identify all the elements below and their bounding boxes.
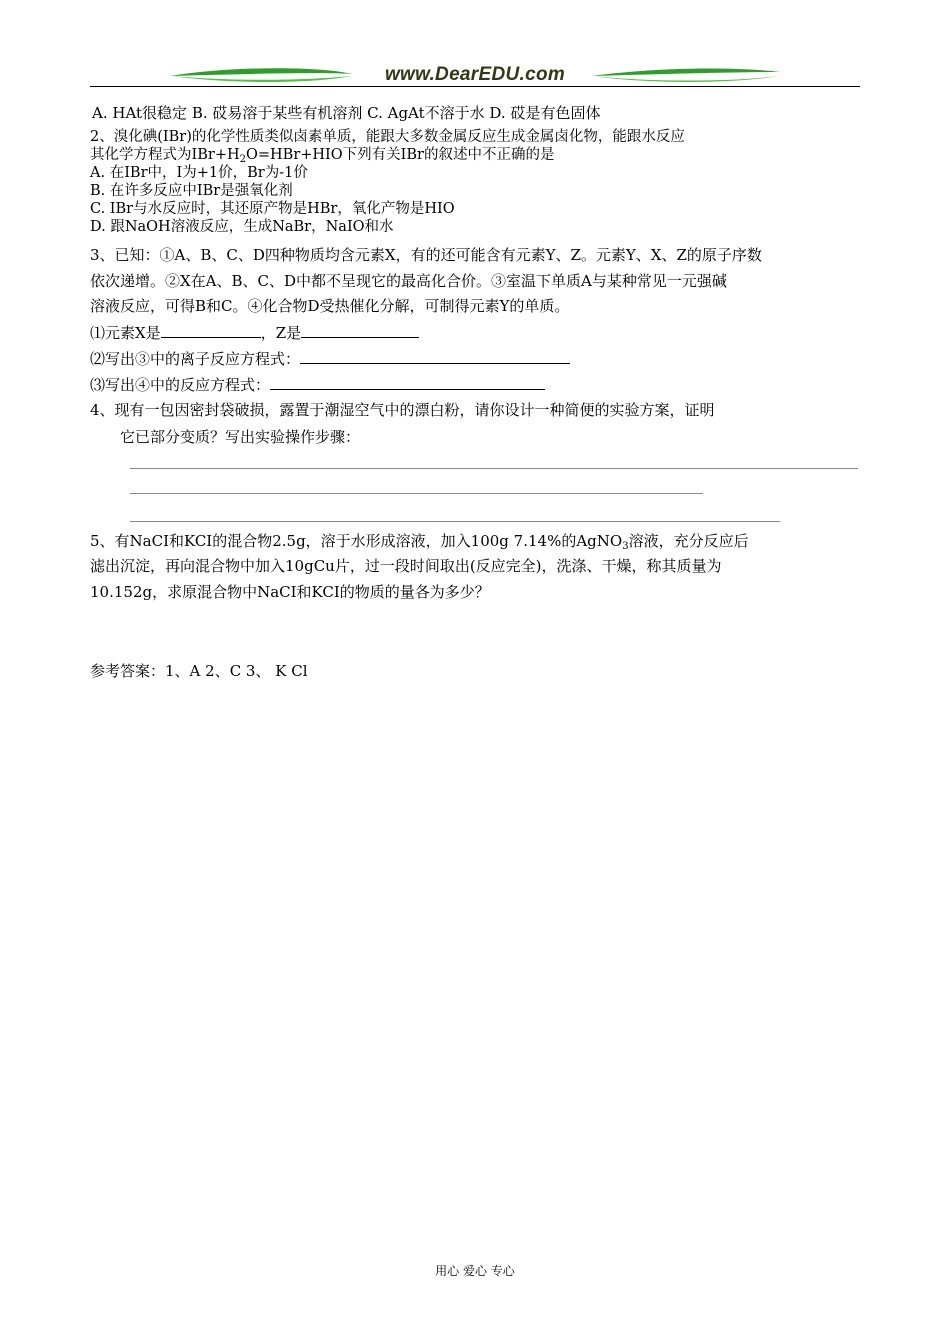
q3-part1: ⑴元素X是 ，Z是 bbox=[90, 323, 419, 342]
q2-option-c: C. IBr与水反应时，其还原产物是HBr，氧化产物是HIO bbox=[90, 201, 455, 217]
q3-z-blank[interactable] bbox=[301, 323, 419, 338]
header-rule bbox=[90, 86, 860, 87]
q2-option-b: B. 在许多反应中IBr是强氧化剂 bbox=[90, 183, 293, 199]
q3-stem-line1: 3、已知：①A、B、C、D四种物质均含元素X，有的还可能含有元素Y、Z。元素Y、X、Z的原子序数 bbox=[90, 246, 762, 264]
q3-equation-blank[interactable] bbox=[270, 375, 545, 390]
q5-stem-line2: 滤出沉淀，再向混合物中加入10gCu片，过一段时间取出(反应完全)，洗涤、干燥，称其质量为 bbox=[90, 557, 722, 575]
q4-answer-line-2[interactable] bbox=[130, 493, 703, 494]
q2-option-a: A. 在IBr中，I为+1价，Br为-1价 bbox=[90, 165, 308, 181]
q4-answer-line-1[interactable] bbox=[130, 468, 858, 469]
q2-option-d: D. 跟NaOH溶液反应，生成NaBr，NaIO和水 bbox=[90, 219, 394, 235]
q4-answer-line-3[interactable] bbox=[130, 521, 780, 522]
q5-stem-line1: 5、有NaCI和KCI的混合物2.5g，溶于水形成溶液，加入100g 7.14%的AgNO$_3$溶液，充分反应后 bbox=[90, 532, 749, 552]
reference-answers: 参考答案：1、A 2、C 3、 K Cl bbox=[90, 662, 308, 680]
q3-x-blank[interactable] bbox=[161, 323, 261, 338]
page-footer: 用心 爱心 专心 bbox=[435, 1264, 515, 1278]
page-header bbox=[90, 62, 860, 92]
q3-stem-line3: 溶液反应，可得B和C。④化合物D受热催化分解，可制得元素Y的单质。 bbox=[90, 297, 570, 315]
q4-stem-line1: 4、现有一包因密封袋破损，露置于潮湿空气中的漂白粉，请你设计一种简便的实验方案，证明 bbox=[90, 401, 715, 419]
q1-options: A. HAt很稳定 B. 砹易溶于某些有机溶剂 C. AgAt不溶于水 D. 砹是有色固体 bbox=[92, 104, 601, 122]
q4-stem-line2: 它已部分变质？写出实验操作步骤： bbox=[120, 428, 361, 446]
q3-part2: ⑵写出③中的离子反应方程式： bbox=[90, 349, 570, 368]
q5-stem-line3: 10.152g，求原混合物中NaCI和KCI的物质的量各为多少？ bbox=[90, 583, 490, 601]
q2-stem-line2: 其化学方程式为$IBr+H_2O=HBr+HIO$下列有关IBr的叙述中不正确的是 bbox=[90, 147, 555, 165]
q3-part3: ⑶写出④中的反应方程式： bbox=[90, 375, 545, 394]
q2-stem-line1: 2、溴化碘(IBr)的化学性质类似卤素单质，能跟大多数金属反应生成金属卤化物，能跟水反应 bbox=[90, 129, 685, 145]
site-logo[interactable]: www.DearEDU.com bbox=[384, 64, 566, 85]
q3-stem-line2: 依次递增。②X在A、B、C、D中都不呈现它的最高化合价。③室温下单质A与某种常见一元强碱 bbox=[90, 272, 727, 290]
q3-ionic-equation-blank[interactable] bbox=[300, 349, 570, 364]
